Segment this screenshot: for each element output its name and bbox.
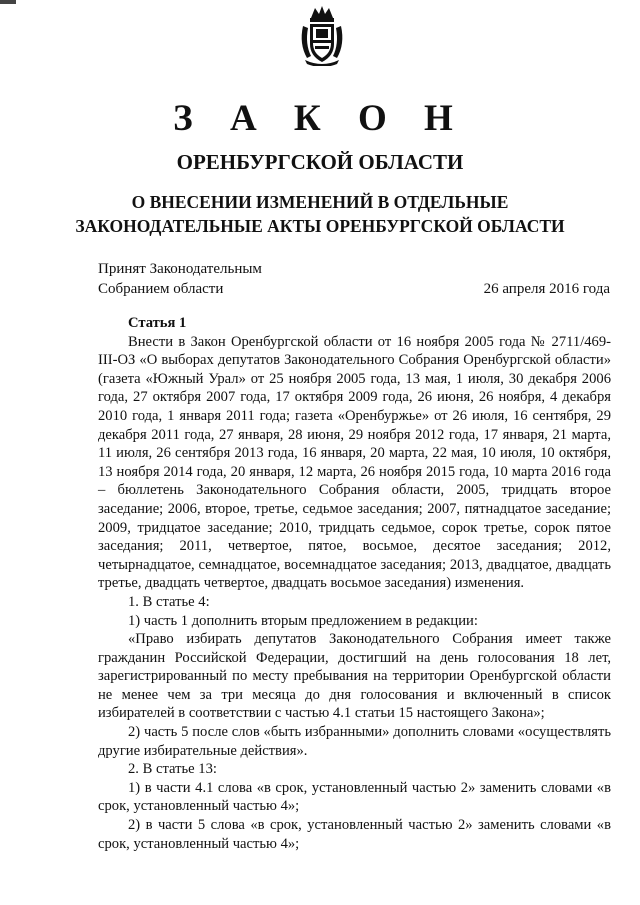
adoption-date: 26 апреля 2016 года bbox=[483, 281, 610, 297]
region-title: ОРЕНБУРГСКОЙ ОБЛАСТИ bbox=[176, 150, 464, 174]
paragraph: 1. В статье 4: bbox=[128, 593, 210, 610]
paragraph: 2) в части 5 слова «в срок, установленный частью 2» заменить словами «в срок, установленный частью 4»; bbox=[98, 817, 611, 852]
paragraph: 1) часть 1 дополнить вторым предложением в редакции: bbox=[128, 612, 478, 629]
adoption-note bbox=[98, 259, 262, 299]
paragraph: 2) часть 5 после слов «быть избранными» дополнить словами «осуществлять другие избирательные действия». bbox=[98, 724, 611, 759]
subject-line: ЗАКОНОДАТЕЛЬНЫЕ АКТЫ ОРЕНБУРГСКОЙ ОБЛАСТИ bbox=[75, 216, 565, 236]
document-body bbox=[98, 314, 611, 853]
adoption-line: Собранием области bbox=[98, 281, 224, 297]
adoption-line: Принят Законодательным bbox=[98, 261, 262, 277]
subject-line: О ВНЕСЕНИИ ИЗМЕНЕНИЙ В ОТДЕЛЬНЫЕ bbox=[131, 192, 509, 212]
scan-corner-mark bbox=[0, 0, 16, 4]
paragraph: Внести в Закон Оренбургской области от 16 ноября 2005 года № 2711/469-III-ОЗ «О выборах депутатов Законодательного Собрания Оренбургской области» (газета «Южный Урал» от 25 ноября 2005 года, 13 мая, 1 июля, 30 декабря 2006 года, 27 октября 2007 года, 17 октября 2009 года, 26 июня, 26 ноября, 4 декабря 2010 года, 1 января 2011 года; газета «Оренбуржье» от 26 июля, 16 сентября, 29 декабря 2011 года, 27 января, 28 июня, 29 ноября 2012 года, 17 января, 21 марта, 11 июля, 26 сентября 2013 года, 16 января, 20 марта, 22 мая, 10 июля, 10 октября, 13 ноября 2014 года, 20 января, 12 марта, 26 ноября 2015 года, 10 марта 2016 года – бюллетень Законодательного Собрания области, 2005, тридцать второе заседание; 2006, второе, третье, седьмое заседания; 2007, пятнадцатое заседание; 2009, тридцатое заседание; 2010, тридцать седьмое, сорок третье, сорок пятое заседания; 2011, четвертое, пятое, восьмое, десятое заседания; 2012, четырнадцатое, семнадцатое, восемнадцатое заседания; 2013, двадцатое, двадцать третье, двадцать четвертое, двадцать восьмое заседания) изменения. bbox=[98, 333, 611, 592]
coat-of-arms-icon bbox=[297, 4, 347, 66]
paragraph: 2. В статье 13: bbox=[128, 761, 217, 778]
article-heading: Статья 1 bbox=[128, 315, 187, 331]
law-title: З А К О Н bbox=[173, 98, 467, 139]
paragraph: 1) в части 4.1 слова «в срок, установленный частью 2» заменить словами «в срок, установленный частью 4»; bbox=[98, 779, 611, 815]
law-subject bbox=[0, 190, 640, 238]
paragraph: «Право избирать депутатов Законодательного Собрания имеет также гражданин Российской Федерации, достигший на день голосования 18 лет, зарегистрированный по месту пребывания на территории Оренбургской области не менее чем за три месяца до дня голосования и включенный в список избирателей в соответствии с частью 4.1 статьи 15 настоящего Закона»; bbox=[98, 631, 611, 722]
